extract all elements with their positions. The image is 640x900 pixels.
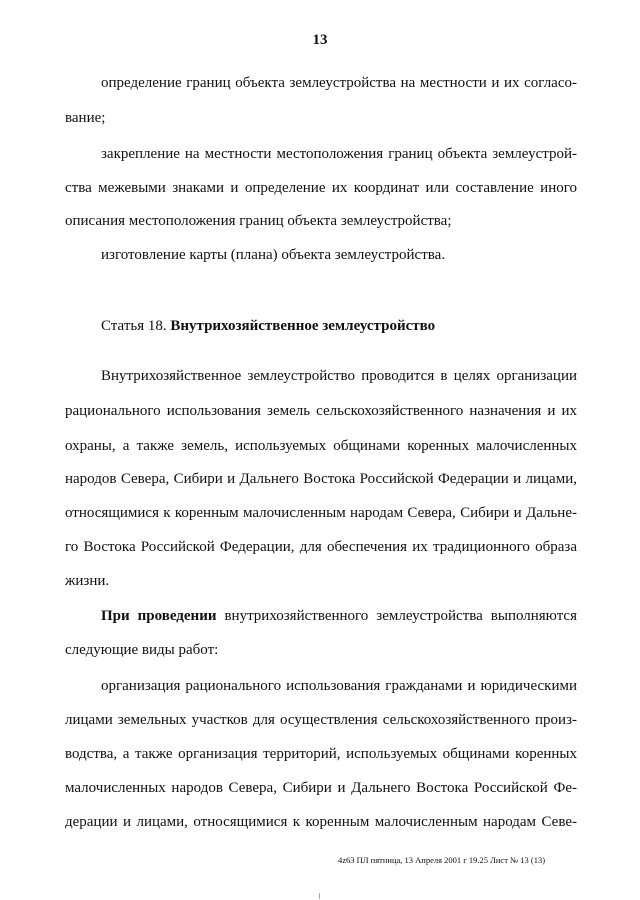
- text-line: описания местоположения границ объекта землеустройства;: [65, 213, 452, 229]
- text-line: охраны, а также земель, используемых общинами коренных малочисленных: [65, 438, 577, 454]
- text-line: го Востока Российской Федерации, для обеспечения их традиционного образа: [65, 539, 577, 555]
- text-line: лицами земельных участков для осуществления сельскохозяйственного произ-: [65, 712, 577, 728]
- text-line: относящимися к коренным малочисленным народам Севера, Сибири и Дальне-: [65, 505, 577, 521]
- text-line: жизни.: [65, 573, 110, 589]
- article-title: Внутрихозяйственное землеустройство: [170, 318, 436, 334]
- text-line: закрепление на местности местоположения границ объекта землеустрой-: [101, 146, 577, 162]
- text-line: определение границ объекта землеустройства на местности и их согласо-: [101, 75, 577, 91]
- text-line: рационального использования земель сельскохозяйственного назначения и их: [65, 403, 577, 419]
- text-line: изготовление карты (плана) объекта землеустройства.: [101, 247, 446, 263]
- article-number: Статья 18.: [101, 318, 167, 334]
- text-line: малочисленных народов Севера, Сибири и Дальнего Востока Российской Фе-: [65, 780, 577, 796]
- text-line: следующие виды работ:: [65, 642, 219, 658]
- text-line: организация рационального использования гражданами и юридическими: [101, 678, 577, 694]
- text-line: ства межевыми знаками и определение их координат или составление иного: [65, 180, 577, 196]
- text-line: [101, 606, 577, 626]
- margin-mark: [319, 893, 320, 899]
- article-heading: [101, 316, 577, 336]
- bold-prefix: При проведении: [101, 608, 225, 624]
- footer-stamp: 4z63 ПЛ пятница, 13 Апреля 2001 г 19.25 Лист № 13 (13): [338, 855, 546, 865]
- text-fragment: внутрихозяйственного землеустройства выполняются: [224, 608, 577, 624]
- text-line: дерации и лицами, относящимися к коренным малочисленным народам Севе-: [65, 814, 577, 830]
- text-line: Внутрихозяйственное землеустройство проводится в целях организации: [101, 368, 577, 384]
- page-number: 13: [312, 32, 328, 48]
- text-line: водства, а также организация территорий, используемых общинами коренных: [65, 746, 577, 762]
- text-line: вание;: [65, 110, 106, 126]
- text-line: народов Севера, Сибири и Дальнего Востока Российской Федерации и лицами,: [65, 471, 577, 487]
